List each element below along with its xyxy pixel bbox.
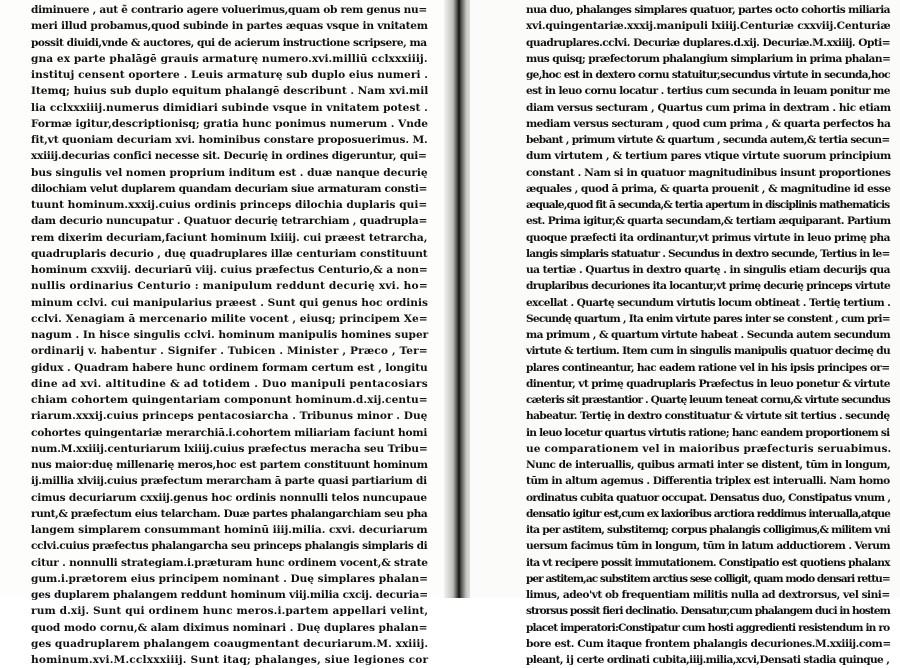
text-line: xxiiij.decurias confici necesse sit. Decurię in ordines digeruntur, qui= [31, 150, 427, 163]
text-line: bebant , primum virtute & quartum , secunda autem,& tertia secun= [526, 134, 890, 146]
text-line: nullis ordinarius Centurio : manipulum reddunt decurię xvi. ho= [31, 280, 428, 293]
text-line: ordinarij v. habentur . Signifer . Tubicen . Minister , Præco , Ter= [31, 345, 428, 358]
text-line: æquales , quod ā prima, & quarta prouenit , & magnitudine id esse [526, 182, 891, 195]
text-line: mediam versus secturam , quod cum prima , & quarta perfectos ha [526, 117, 891, 130]
text-line: Itemq; huius sub duplo equitum phalangē describunt . Nam xvi.mil [31, 85, 429, 98]
text-line: strorsus possit fieri declinatio. Densatur,cum phalangem duci in hostem [526, 605, 890, 618]
right-page-text [526, 2, 891, 668]
text-line: ges duplarem phalangem reddunt hominum viij.milia cxcij. decuria= [31, 589, 428, 601]
text-line: gidux . Quadram habere hunc ordinem formam certum est , longitu [31, 361, 428, 374]
text-line: xvi.quingentariæ.xxxij.manipuli lxiiij.Centuriæ cxxviij.Centuriæ [526, 20, 891, 33]
text-line: dilochiam velut duplarem quandam decuriam siue armaturam consti= [31, 182, 428, 195]
text-line: meri illud probamus,quod subinde in partes æquas vsque in vnitatem [31, 20, 428, 33]
text-line: cæteris sit præstantior . Quartę leuum teneat cornu,& virtute secundus [526, 394, 890, 406]
text-line: rum d.xij. Sunt qui ordinem hunc meros.i.partem appellari velint, [31, 605, 429, 618]
text-line: nus maior:duę millenarię meros,hoc est partem constituunt hominum [31, 459, 428, 471]
text-line: est in leuo cornu locatur . tertius cum secunda in leuam ponitur me [526, 85, 890, 98]
text-line: quoque præfecti ita ordinantur,vt primus virtute in leuo primę pha [526, 231, 891, 244]
text-line: pleant, ĳ certe ordinati cubita,iiij.milia,xcvi,Densati stadia quinque , [526, 654, 890, 666]
text-line: dinentur, vt primę quadruplaris Præfectus in leuo ponetur & virtute [526, 377, 890, 390]
text-line: est. Prima igitur,& quarta secundam,& tertiam æquiparant. Partium [526, 215, 891, 228]
text-line: ges quadruplarem phalangem coaugmentant decuriarum.M. xxiiij. [31, 637, 429, 650]
text-line: gum.i.prætorem eius principem nominant . Duę simplares phalan= [31, 572, 428, 585]
left-page [0, 0, 448, 666]
text-line: druplaribus decuriones ita locantur,vt primę decurię princeps virtute [526, 280, 891, 293]
text-line: cimus decuriarum cxxiij.genus hoc ordinis nonnulli telos nuncupaue [31, 491, 427, 504]
text-line: gna ex parte phalāgē grauis armaturę numero.xvi.milliū cclxxxiiij. [31, 52, 428, 65]
text-line: uersum facimus tūm in longum, tūm in latum adductiorem . Verum [526, 540, 891, 553]
text-line: ita vt recipere possit immutationem. Constipatio est quotiens phalanx [526, 556, 890, 569]
text-line: possit diuidi,vnde & auctores, qui de acierum instructione scripsere, ma [31, 36, 427, 49]
text-line: habeatur. Tertię in dextro constituatur & virtute sit tertius . secundę [526, 410, 890, 423]
text-line: ue comparationem vel in maioribus præfecturis seruabimus. [526, 442, 892, 455]
text-line: quadruplares.cclvi. Decuriæ duplares.d.xij. Decuriæ.M.xxiiij. Opti= [526, 36, 891, 49]
text-line: cohortes quingentariæ merarchiā.i.cohortem miliariam faciunt homi [31, 426, 428, 439]
text-line: mus quisq; præfectorum phalangium simplarium in prima phalan= [526, 52, 891, 65]
text-line: minum cclvi. cui manipularius præest . Sunt qui genus hoc ordinis [31, 296, 428, 309]
text-line: hominum cxxviij. decuriarū viij. cuius præfectus Centurio,& a non= [31, 264, 428, 276]
text-line: per astitem,ac substitem arctius sese colligit, quam modo densari rettu= [526, 572, 890, 585]
text-line: diminuere , aut ẽ contrario agere voluerimus,quam ob rem genus nu= [31, 4, 427, 16]
text-line: num.M.xxiiij.centuriarum lxiiij.cuius præfectus meracha seu Tribu= [31, 442, 428, 455]
text-line: virtute & tertium. Item cum in singulis manipulis quatuor decimę du [526, 345, 890, 358]
text-line: densatio igitur est,cum ex laxioribus arctiora reddimus interualla,atque [526, 507, 891, 520]
text-line: tuunt hominum.xxxij.cuius ordinis princeps dilochia duplaris qui= [31, 199, 428, 211]
text-line: citur . nonnulli strategiam.i.præturam hunc ordinem vocent,& strate [31, 556, 428, 569]
text-line: ita per astitem, substitemq; corpus phalangis colligimus,& militem vni [526, 524, 890, 536]
text-line: nagum . In hisce singulis cclvi. hominum manipulis homines super [31, 329, 429, 341]
text-line: hominum.xvi.M.cclxxxiiij. Sunt itaq; phalanges, siue legiones cor [31, 654, 429, 666]
text-line: runt,& præfectum eius telarcham. Duæ partes phalangarchiam seu pha [31, 507, 428, 520]
text-line: dam decurio nuncupatur . Quatuor decurię tetrarchiam , quadrupla= [31, 215, 428, 228]
text-line: quadruplaris decurio , duę quadruplares illæ centuriam constituunt [31, 247, 428, 260]
text-line: plares contineantur, hac eadem ratione vel in his ipsis principes or= [526, 361, 890, 374]
text-line: placet imperatori:Constipatur cum hosti aggredienti resistendum in ro [526, 621, 890, 634]
text-line: Formæ igitur,descriptionisq; gratia hunc ponimus numerum . Vnde [31, 117, 428, 130]
text-line: constant . Nam si in quatuor magnitudinibus insunt proportiones [526, 166, 891, 179]
text-line: fit,vt quoniam decuriam xvi. hominibus constare proposuerimus. M. [31, 134, 428, 146]
text-line: bore est. Cum itaque frontem phalangis decuriones.M.xxiiij.com= [526, 637, 891, 650]
text-line: ma primum , & quartum virtute habeat . Secunda autem secundum [526, 329, 891, 341]
text-line: in leuo locetur quartus virtutis ratione; hanc eandem proportionem si [526, 426, 890, 439]
text-line: æquale,quod fit ā secunda,& tertia apertum in disciplinis mathematicis [526, 199, 890, 211]
text-line: ua tertiæ . Quartus in dextro quartę . in singulis etiam decurijs qua [526, 264, 890, 276]
left-page-text [31, 2, 428, 668]
text-line: limus, adeo'vt ob frequentiam militis nulla ad dextrorsus, vel sini= [526, 589, 890, 601]
text-line: dine ad xvi. altitudine & ad totidem . Duo manipuli pentacosiars [31, 377, 428, 390]
text-line: nua duo, phalanges simplares quatuor, partes octo cohortis miliaria [526, 4, 890, 16]
text-line: Nunc de interuallis, quibus armati inter se distent, tūm in longum, [526, 459, 891, 471]
text-line: riarum.xxxij.cuius princeps pentacosiarcha . Tribunus minor . Duę [31, 410, 428, 423]
text-line: lia cclxxxiiij.numerus dimidiari subinde vsque in vnitatem potest . [31, 101, 428, 114]
text-line: dum virtutem , & tertium pares vtique virtute suorum principium [526, 150, 891, 163]
text-line: langis simplaris statuatur . Secundus in dextro secunde, Tertius in le= [526, 247, 890, 260]
right-page [470, 0, 900, 666]
text-line: Secundę quartum , Ita enim virtute pares inter se constent , cum pri= [526, 312, 890, 325]
text-line: ordinatus cubita quatuor occupat. Densatus duo, Constipatus vnum , [526, 491, 891, 504]
text-line: tūm in altum agemus . Differentia triplex est interualli. Nam homo [526, 475, 890, 488]
text-line: diam versus secturam , Quartus cum prima in dextram . hic etiam [526, 101, 891, 114]
text-line: ij.millia xlviij.cuius præfectum merarcham ā parte quasi partiarium di [31, 475, 427, 488]
text-line: langem simplarem consummant hominū iiij.milia. cxvi. decuriarum [31, 524, 428, 536]
text-line: quod modo cornu,& alam diximus nominari . Duę duplares phalan= [31, 621, 428, 634]
text-line: bus singulis vel nomen proprium inditum est . duæ nanque decurię [31, 166, 428, 179]
text-line: ge,hoc est in dextero cornu statuitur,secundus virtute in secunda,hoc [526, 69, 890, 81]
text-line: rem dixerim decuriam,faciunt hominum lxiiij. cui præest tetrarcha, [31, 231, 428, 244]
text-line: cclvi.cuius præfectus phalangarcha seu princeps phalangis simplaris di [31, 540, 428, 553]
text-line: cclvi. Xenagiam ā mercenario milite vocent , eiusq; principem Xe= [31, 312, 428, 325]
text-line: instituj censent oportere . Leuis armaturę sub duplo eius numeri . [31, 69, 428, 81]
text-line: chiam cohortem quingentariam componunt hominum.d.xij.centu= [31, 394, 428, 406]
text-line: excellat . Quartę secundum virtutis locum obtineat . Tertię tertium . [526, 296, 891, 309]
